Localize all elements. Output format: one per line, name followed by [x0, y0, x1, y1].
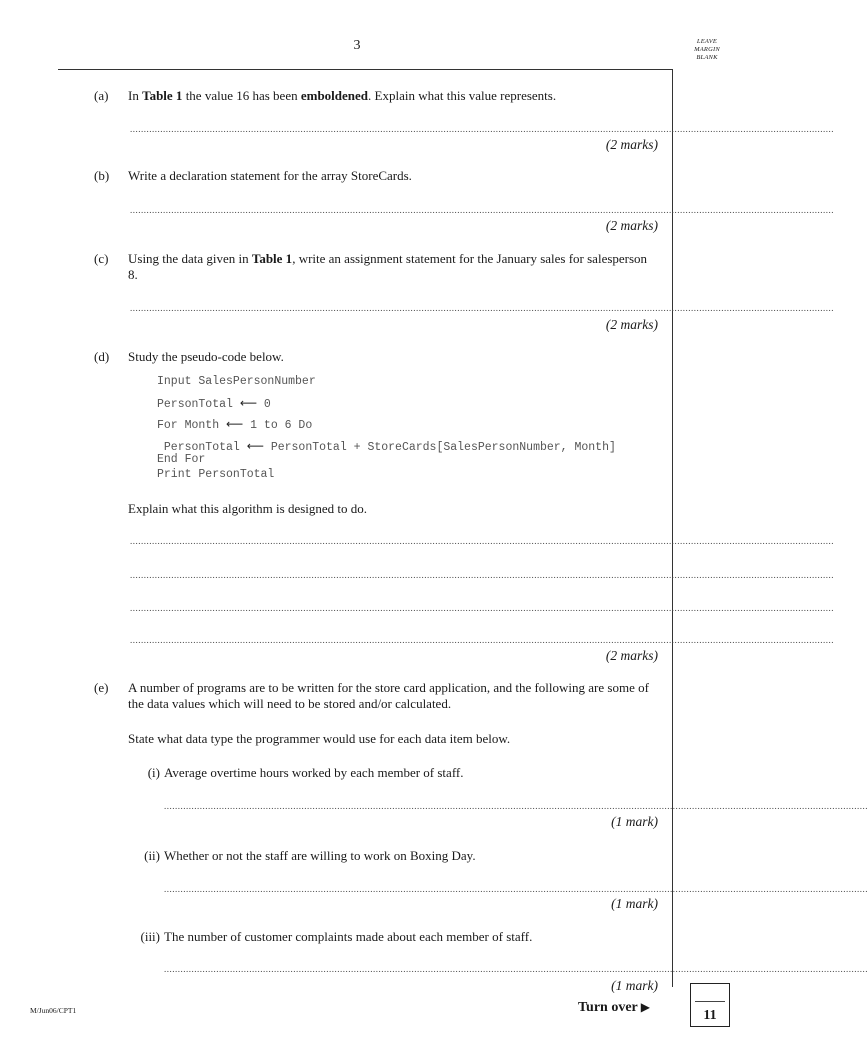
answer-line: ................................................................................................................................................................................................................................................................ — [164, 801, 868, 811]
question-label-c: (c) — [94, 251, 109, 266]
question-text-c: Using the data given in Table 1, write an assignment statement for the January sales for salesperson 8. — [128, 251, 648, 282]
code-line-4: PersonTotal ⟵ PersonTotal + StoreCards[SalesPersonNumber, Month] — [157, 439, 616, 454]
assign-arrow-icon: ⟵ — [239, 396, 258, 410]
marks-d: (2 marks) — [605, 648, 658, 663]
margin-note: LEAVE MARGIN BLANK — [694, 38, 720, 61]
question-instruction-e: State what data type the programmer would use for each data item below. — [128, 731, 511, 746]
question-label-a: (a) — [94, 88, 109, 103]
subquestion-text: Whether or not the staff are willing to work on Boxing Day. — [164, 848, 476, 863]
answer-line: ................................................................................................................................................................................................................................................................ — [130, 205, 834, 215]
answer-line: ................................................................................................................................................................................................................................................................ — [130, 603, 834, 613]
assign-arrow-icon: ⟵ — [226, 417, 244, 431]
answer-line: ................................................................................................................................................................................................................................................................ — [130, 303, 834, 313]
answer-line: ................................................................................................................................................................................................................................................................ — [164, 964, 868, 974]
marks-e-ii: (1 mark) — [611, 896, 658, 911]
subquestion-label: (i) — [147, 765, 160, 780]
page-total-box — [690, 983, 730, 1027]
answer-line: ................................................................................................................................................................................................................................................................ — [130, 635, 834, 645]
answer-line: ................................................................................................................................................................................................................................................................ — [130, 536, 834, 546]
code-line-5: End For — [157, 453, 206, 466]
subquestion-label: (iii) — [140, 929, 160, 944]
question-label-e: (e) — [94, 680, 109, 695]
marks-b: (2 marks) — [605, 218, 658, 233]
marks-e-iii: (1 mark) — [611, 978, 658, 993]
marks-e-i: (1 mark) — [611, 814, 658, 829]
page-total-value: 11 — [703, 1008, 717, 1023]
question-text-e: A number of programs are to be written for the store card application, and the following are some of the data values which will need to be stored and/or calculated. — [128, 680, 649, 711]
subquestion-text: The number of customer complaints made about each member of staff. — [164, 929, 533, 944]
paper-reference: M/Jun06/CPT1 — [30, 1006, 77, 1015]
code-line-6: Print PersonTotal — [157, 468, 275, 481]
subquestion-text: Average overtime hours worked by each member of staff. — [164, 765, 464, 780]
answer-line: ................................................................................................................................................................................................................................................................ — [164, 884, 868, 894]
header-rule — [58, 69, 672, 70]
code-line-1: Input SalesPersonNumber — [157, 375, 316, 388]
code-line-2: PersonTotal ⟵ 0 — [157, 396, 271, 411]
question-label-d: (d) — [94, 349, 110, 364]
turn-over: Turn over ▶ — [578, 1000, 651, 1015]
code-line-3: For Month ⟵ 1 to 6 Do — [157, 417, 313, 432]
question-text-b: Write a declaration statement for the array StoreCards. — [128, 168, 412, 183]
marks-c: (2 marks) — [605, 317, 658, 332]
answer-line: ................................................................................................................................................................................................................................................................ — [130, 124, 834, 134]
question-text-d: Study the pseudo-code below. — [128, 349, 284, 364]
play-arrow-icon: ▶ — [640, 1000, 651, 1014]
question-prompt-d: Explain what this algorithm is designed to do. — [128, 501, 368, 516]
answer-line: ................................................................................................................................................................................................................................................................ — [130, 570, 834, 580]
question-text-a: In Table 1 the value 16 has been emboldened. Explain what this value represents. — [128, 88, 557, 103]
page-number: 3 — [353, 38, 361, 53]
assign-arrow-icon: ⟵ — [246, 439, 264, 453]
marks-a: (2 marks) — [605, 137, 658, 152]
question-label-b: (b) — [94, 168, 110, 183]
subquestion-label: (ii) — [144, 848, 160, 863]
